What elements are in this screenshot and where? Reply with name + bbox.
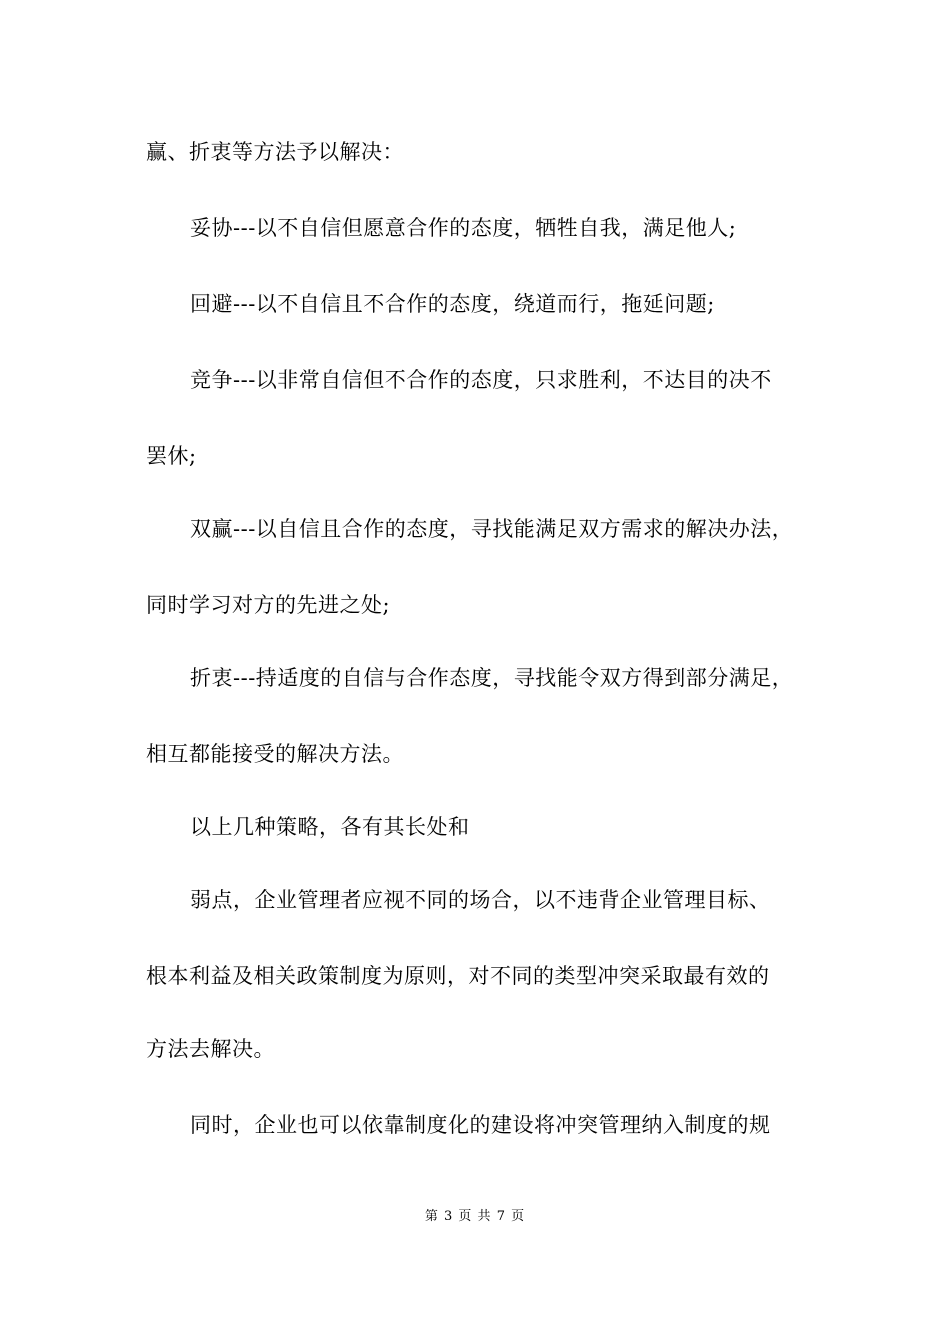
text-line-12: 根本利益及相关政策制度为原则，对不同的类型冲突采取最有效的 (146, 964, 770, 988)
text-line-13: 方法去解决。 (146, 1037, 275, 1061)
text-line-5: 罢休; (146, 444, 197, 468)
text-line-1: 赢、折衷等方法予以解决： (146, 140, 404, 164)
text-line-10: 以上几种策略，各有其长处和 (190, 815, 470, 839)
page-number-footer: 第 3 页 共 7 页 (424, 1209, 526, 1224)
text-line-3: 回避---以不自信且不合作的态度，绕道而行，拖延问题; (190, 292, 715, 316)
text-line-4: 竞争---以非常自信但不合作的态度，只求胜利，不达目的决不 (190, 368, 772, 392)
text-line-7: 同时学习对方的先进之处; (146, 593, 391, 617)
text-line-2: 妥协---以不自信但愿意合作的态度，牺牲自我，满足他人; (190, 216, 737, 240)
text-line-6: 双赢---以自信且合作的态度，寻找能满足双方需求的解决办法， (190, 517, 794, 541)
text-line-11: 弱点，企业管理者应视不同的场合，以不违背企业管理目标、 (190, 888, 771, 912)
text-line-9: 相互都能接受的解决方法。 (146, 742, 404, 766)
text-line-8: 折衷---持适度的自信与合作态度，寻找能令双方得到部分满足， (190, 666, 794, 690)
text-line-14: 同时，企业也可以依靠制度化的建设将冲突管理纳入制度的规 (190, 1113, 771, 1137)
